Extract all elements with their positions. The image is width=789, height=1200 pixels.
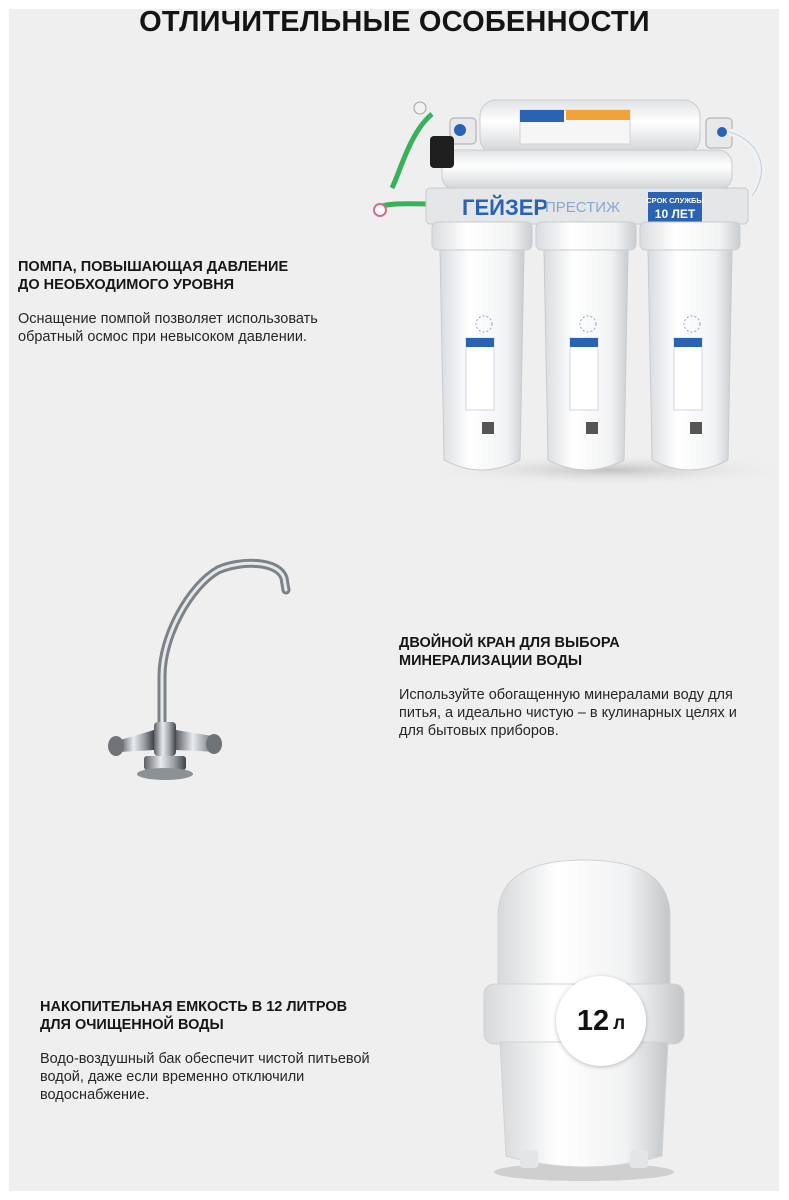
feature-pump-text-line1: Оснащение помпой позволяет использовать — [18, 311, 318, 327]
feature-pump-text — [18, 310, 358, 346]
model-label: ПРЕСТИЖ — [545, 199, 620, 216]
feature-faucet-text — [399, 686, 771, 740]
feature-faucet-title-line1: ДВОЙНОЙ КРАН ДЛЯ ВЫБОРА — [399, 635, 620, 651]
feature-tank-text-line2: водой, даже если временно отключили — [40, 1069, 305, 1085]
feature-faucet-title — [399, 634, 771, 670]
feature-tank-text-line1: Водо-воздушный бак обеспечит чистой питьевой — [40, 1051, 370, 1067]
feature-tank-text-line3: водоснабжение. — [40, 1087, 150, 1103]
feature-faucet-text-line2: питья, а идеально чистую – в кулинарных целях и — [399, 705, 737, 721]
service-life-value: 10 ЛЕТ — [654, 207, 696, 221]
feature-pump-title — [18, 258, 358, 294]
feature-pump-title-line1: ПОМПА, ПОВЫШАЮЩАЯ ДАВЛЕНИЕ — [18, 259, 289, 275]
tank-volume-unit: л — [613, 1013, 626, 1034]
page-title: ОТЛИЧИТЕЛЬНЫЕ ОСОБЕННОСТИ — [139, 6, 650, 38]
tank-volume-number: 12 — [576, 1004, 610, 1037]
feature-faucet-text-line1: Используйте обогащенную минералами воду для — [399, 687, 733, 703]
feature-pump — [18, 258, 358, 346]
service-life-label: СРОК СЛУЖБЫ — [646, 196, 704, 205]
feature-pump-title-line2: ДО НЕОБХОДИМОГО УРОВНЯ — [18, 277, 235, 293]
tank-volume-badge — [556, 976, 646, 1066]
feature-faucet-text-line3: для бытовых приборов. — [399, 723, 559, 739]
feature-tank-text — [40, 1050, 412, 1104]
filter-system-image — [370, 92, 778, 492]
filter-housing-3 — [640, 222, 740, 470]
filter-housing-1 — [432, 222, 532, 470]
faucet-image — [100, 556, 300, 786]
feature-faucet-title-line2: МИНЕРАЛИЗАЦИИ ВОДЫ — [399, 653, 583, 669]
feature-tank-title — [40, 998, 412, 1034]
filter-housing-2 — [536, 222, 636, 470]
brand-label: ГЕЙЗЕР — [462, 195, 549, 220]
feature-pump-text-line2: обратный осмос при невысоком давлении. — [18, 329, 307, 345]
feature-dual-faucet — [399, 634, 771, 740]
feature-storage-tank — [40, 998, 412, 1104]
feature-tank-title-line1: НАКОПИТЕЛЬНАЯ ЕМКОСТЬ В 12 ЛИТРОВ — [40, 999, 348, 1015]
feature-tank-title-line2: ДЛЯ ОЧИЩЕННОЙ ВОДЫ — [40, 1017, 224, 1033]
